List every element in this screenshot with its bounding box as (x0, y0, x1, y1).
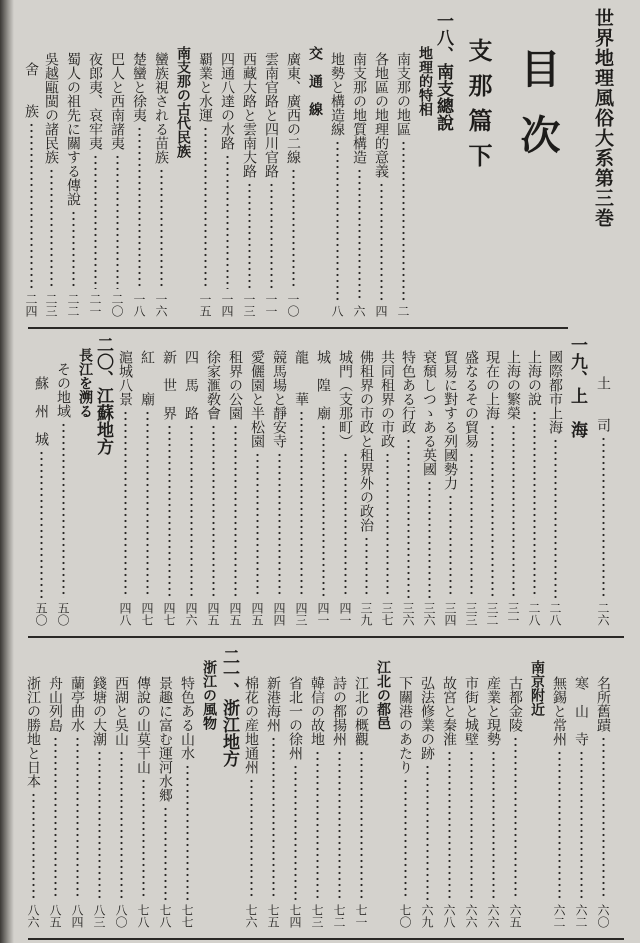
toc-entry[interactable] (242, 52, 256, 317)
toc-entry[interactable] (114, 676, 128, 928)
toc-entry[interactable] (508, 676, 522, 928)
leader-dots (448, 750, 451, 900)
page-number: 八〇 (114, 904, 128, 928)
toc-entry[interactable] (44, 52, 58, 317)
toc-entry[interactable] (154, 52, 168, 317)
entry-label: 覇業と水運 (197, 52, 213, 122)
section-jiangbei-heading: 江北の都邑 (375, 660, 391, 730)
leader-dots (470, 750, 473, 900)
page-number: 六二 (574, 904, 588, 928)
leader-dots (580, 750, 583, 900)
entry-label: 愛儷園と半松園 (249, 350, 265, 448)
leader-dots (336, 140, 339, 301)
leader-dots (270, 182, 273, 289)
toc-entry[interactable] (158, 676, 172, 928)
leader-dots (344, 452, 347, 598)
leader-dots (554, 438, 557, 598)
tier-divider-1 (28, 327, 568, 329)
entry-label: 省北一の徐州 (287, 676, 303, 760)
page-number: 六 (352, 305, 366, 317)
leader-dots (72, 210, 75, 289)
entry-label: 共同租界の市政 (379, 350, 395, 448)
entry-label: 下關港のあたり (397, 676, 413, 774)
volume-title: 支那篇下 (464, 38, 492, 178)
toc-entry[interactable] (26, 676, 40, 928)
leader-dots (316, 750, 319, 900)
toc-entry[interactable] (180, 676, 194, 928)
toc-entry[interactable] (401, 350, 415, 626)
entry-label: 古都金陵 (507, 676, 523, 732)
leader-dots (32, 792, 35, 900)
leader-dots (62, 422, 65, 598)
leader-dots (278, 452, 281, 598)
section-nanjing-heading: 南京附近 (529, 660, 545, 716)
page-number: 七四 (288, 904, 302, 928)
entry-label: 景趣に富む運河水郷 (157, 676, 173, 802)
toc-entry[interactable] (443, 350, 457, 626)
page-number: 七八 (136, 904, 150, 928)
leader-dots (160, 168, 163, 289)
leader-dots (512, 424, 515, 598)
tier-divider-2 (28, 636, 624, 638)
section-transport-heading: 交 通 線 (307, 46, 323, 116)
page-number: 二八 (548, 602, 562, 626)
page-number: 二八 (527, 602, 541, 626)
page-number: 三一 (506, 602, 520, 626)
page-number: 二〇 (110, 293, 124, 317)
leader-dots (449, 494, 452, 598)
page-number: 一四 (220, 293, 234, 317)
page-number: 二二 (66, 293, 80, 317)
entry-label: 舟山列島 (47, 676, 63, 732)
page-number: 六五 (508, 904, 522, 928)
tier-divider-3 (28, 938, 624, 940)
toc-entry[interactable] (118, 350, 132, 626)
toc-entry[interactable] (198, 52, 212, 317)
entry-label: 傳說の山莫干山 (135, 676, 151, 774)
leader-dots (380, 182, 383, 301)
page-number: 三二 (485, 602, 499, 626)
page-number: 三七 (380, 602, 394, 626)
entry-label: 南支那の地質構造 (351, 52, 367, 164)
leader-dots (146, 410, 149, 598)
toc-entry[interactable] (110, 52, 124, 317)
leader-dots (168, 424, 171, 598)
leader-dots (124, 410, 127, 598)
leader-dots (30, 122, 33, 289)
leader-dots (138, 126, 141, 289)
entry-label: 龍 華 (293, 350, 309, 406)
page-number: 四七 (162, 602, 176, 626)
entry-label: 雲南官路と四川官路 (263, 52, 279, 178)
leader-dots (602, 736, 605, 900)
toc-entry[interactable] (288, 676, 302, 928)
entry-label: 衰頹しつゝある英國 (421, 350, 437, 476)
leader-dots (491, 424, 494, 598)
entry-label: 各地區の地理的意義 (373, 52, 389, 178)
toc-entry[interactable] (548, 350, 562, 626)
toc-entry[interactable] (206, 350, 220, 626)
leader-dots (226, 154, 229, 289)
toc-entry[interactable] (574, 676, 588, 928)
toc-entry[interactable] (486, 676, 500, 928)
toc-entry[interactable] (228, 350, 242, 626)
leader-dots (186, 764, 189, 900)
entry-label: 西湖と吳山 (113, 676, 129, 746)
leader-dots (40, 450, 43, 598)
chapter-21-heading: 二一、浙江地方 (219, 648, 239, 767)
page-number: 七七 (180, 904, 194, 928)
leader-dots (292, 168, 295, 289)
page-number: 二三 (44, 293, 58, 317)
page-number: 四三 (294, 602, 308, 626)
entry-label: 土 司 (595, 376, 611, 432)
entry-label: 蠻族視される苗族 (153, 52, 169, 164)
page-number: 四五 (228, 602, 242, 626)
toc-entry[interactable] (24, 62, 38, 317)
entry-label: 佛租界の市政と租界外の政治 (358, 350, 374, 532)
toc-entry[interactable] (330, 52, 344, 317)
leader-dots (116, 154, 119, 289)
toc-entry[interactable] (420, 676, 434, 928)
leader-dots (234, 424, 237, 598)
section-geo-heading: 地理的特相 (417, 46, 433, 116)
entry-label: 新港海州 (265, 676, 281, 732)
page-number: 八六 (26, 904, 40, 928)
entry-label: 夜郎夷、哀牢夷 (87, 52, 103, 150)
page-number: 二四 (24, 293, 38, 317)
toc-entry[interactable] (527, 350, 541, 626)
entry-label: 巴人と西南諸夷 (109, 52, 125, 150)
page-number: 六六 (464, 904, 478, 928)
toc-entry[interactable] (380, 350, 394, 626)
toc-entry[interactable] (316, 350, 330, 626)
toc-entry[interactable] (442, 676, 456, 928)
entry-label: 南支那の地區 (395, 52, 411, 136)
toc-entry[interactable] (88, 52, 102, 317)
toc-entry[interactable] (244, 676, 258, 928)
page-number: 七三 (310, 904, 324, 928)
entry-label: 國際都市上海 (547, 350, 563, 434)
page-number: 四八 (118, 602, 132, 626)
page-gutter-shadow (0, 0, 14, 943)
leader-dots (300, 410, 303, 598)
entry-label: 韓信の故地 (309, 676, 325, 746)
leader-dots (190, 424, 193, 598)
leader-dots (120, 750, 123, 900)
entry-label: 盛なるその貿易 (463, 350, 479, 448)
leader-dots (402, 140, 405, 301)
leader-dots (248, 182, 251, 289)
page-number: 一一 (264, 293, 278, 317)
toc-entry[interactable] (250, 350, 264, 626)
leader-dots (358, 168, 361, 301)
page-number: 八四 (70, 904, 84, 928)
leader-dots (428, 480, 431, 598)
entry-label: 蘭亭曲水 (69, 676, 85, 732)
toc-entry[interactable] (485, 350, 499, 626)
entry-label: 徐家滙敎會 (205, 350, 221, 420)
entry-label: 上海の繁榮 (505, 350, 521, 420)
entry-label: 蜀人の祖先に關する傳說 (65, 52, 81, 206)
page-number: 四六 (184, 602, 198, 626)
leader-dots (492, 750, 495, 900)
toc-entry[interactable] (596, 376, 610, 626)
toc-entry[interactable] (310, 676, 324, 928)
toc-entry[interactable] (220, 52, 234, 317)
entry-label: 城 隍 廟 (315, 350, 331, 420)
leader-dots (142, 778, 145, 900)
page-number: 四一 (316, 602, 330, 626)
entry-label: 四 馬 路 (183, 350, 199, 420)
page-number: 三六 (422, 602, 436, 626)
entry-label: 蘇 州 城 (33, 376, 49, 446)
toc-entry[interactable] (140, 350, 154, 626)
toc-entry[interactable] (374, 52, 388, 317)
page-number: 一三 (242, 293, 256, 317)
entry-label: 現在の上海 (484, 350, 500, 420)
leader-dots (426, 764, 429, 900)
toc-entry[interactable] (398, 676, 412, 928)
leader-dots (533, 410, 536, 598)
leader-dots (164, 806, 167, 900)
leader-dots (76, 736, 79, 900)
section-zhejiang-heading: 浙江の風物 (201, 660, 217, 730)
toc-entry[interactable] (286, 52, 300, 317)
toc-entry[interactable] (184, 350, 198, 626)
page-number: 八 (330, 305, 344, 317)
toc-entry[interactable] (264, 52, 278, 317)
page-number: 四七 (140, 602, 154, 626)
toc-entry[interactable] (552, 676, 566, 928)
toc-entry[interactable] (66, 52, 80, 317)
section-ancient-heading: 南支那の古代民族 (175, 46, 191, 158)
page-number: 七八 (158, 904, 172, 928)
toc-entry[interactable] (396, 52, 410, 317)
entry-label: その地域 (55, 362, 71, 418)
page-number: 五〇 (56, 602, 70, 626)
toc-entry[interactable] (34, 376, 48, 626)
page-number: 四 (374, 305, 388, 317)
leader-dots (98, 750, 101, 900)
page-number: 三六 (401, 602, 415, 626)
entry-label: 錢塘の大潮 (91, 676, 107, 746)
toc-entry[interactable] (272, 350, 286, 626)
entry-label: 産業と現勢 (485, 676, 501, 746)
page-number: 二一 (88, 293, 102, 317)
entry-label: 舍 族 (23, 62, 39, 118)
toc-entry[interactable] (422, 350, 436, 626)
leader-dots (94, 154, 97, 289)
page-number: 六六 (486, 904, 500, 928)
leader-dots (54, 736, 57, 900)
toc-entry[interactable] (506, 350, 520, 626)
leader-dots (294, 764, 297, 900)
toc-entry[interactable] (136, 676, 150, 928)
entry-label: 上海の說 (526, 350, 542, 406)
toc-entry[interactable] (70, 676, 84, 928)
page-number: 七一 (354, 904, 368, 928)
entry-label: 棉花の産地通州 (243, 676, 259, 774)
page-number: 五〇 (34, 602, 48, 626)
entry-label: 寒 山 寺 (573, 676, 589, 746)
entry-label: 故宮と秦淮 (441, 676, 457, 746)
page-number: 三九 (359, 602, 373, 626)
leader-dots (365, 536, 368, 598)
toc-entry[interactable] (92, 676, 106, 928)
page-number: 八三 (92, 904, 106, 928)
leader-dots (404, 778, 407, 900)
page-number: 六〇 (596, 904, 610, 928)
series-title: 世界地理風俗大系第三巻 (592, 8, 614, 228)
leader-dots (470, 452, 473, 598)
toc-entry[interactable] (596, 676, 610, 928)
entry-label: 貿易に對する列國勢力 (442, 350, 458, 490)
entry-label: 城門（支那町） (337, 350, 353, 448)
page-number: 一〇 (286, 293, 300, 317)
entry-label: 浙江の勝地と日本 (25, 676, 41, 788)
leader-dots (602, 436, 605, 598)
leader-dots (272, 736, 275, 900)
leader-dots (514, 736, 517, 900)
page-number: 八五 (48, 904, 62, 928)
toc-entry[interactable] (266, 676, 280, 928)
page-number: 六九 (420, 904, 434, 928)
entry-label: 吳越甌閩の諸民族 (43, 52, 59, 164)
toc-entry[interactable] (464, 676, 478, 928)
entry-label: 地勢と構造線 (329, 52, 345, 136)
chapter-20-heading: 二〇、江蘇地方 (93, 336, 113, 455)
leader-dots (360, 750, 363, 900)
page-number: 六八 (442, 904, 456, 928)
entry-label: 名所舊蹟 (595, 676, 611, 732)
entry-label: 滬城八景 (117, 350, 133, 406)
page-number: 七〇 (398, 904, 412, 928)
chapter-19-heading: 一九、上 海 (567, 336, 587, 438)
page-number: 四五 (206, 602, 220, 626)
entry-label: 江北の概觀 (353, 676, 369, 746)
entry-label: 無錫と常州 (551, 676, 567, 746)
leader-dots (212, 424, 215, 598)
leader-dots (407, 438, 410, 598)
entry-label: 紅 廟 (139, 350, 155, 406)
entry-label: 特色ある山水 (179, 676, 195, 760)
toc-entry[interactable] (338, 350, 352, 626)
entry-label: 特色ある行政 (400, 350, 416, 434)
entry-label: 市街と城壁 (463, 676, 479, 746)
leader-dots (558, 750, 561, 900)
toc-entry[interactable] (162, 350, 176, 626)
entry-label: 楚蠻と徐夷 (131, 52, 147, 122)
page-title: 目次 (514, 48, 560, 180)
entry-label: 四通八達の水路 (219, 52, 235, 150)
leader-dots (256, 452, 259, 598)
chapter-18-heading: 一八、南支總說 (433, 12, 453, 131)
page-number: 三三 (464, 602, 478, 626)
leader-dots (250, 778, 253, 900)
toc-entry[interactable] (359, 350, 373, 626)
entry-label: 弘法修業の跡 (419, 676, 435, 760)
toc-entry[interactable] (354, 676, 368, 928)
toc-entry[interactable] (48, 676, 62, 928)
page-number: 六二 (552, 904, 566, 928)
section-yangtze-heading: 長江を溯る (77, 348, 93, 418)
page-number: 二六 (596, 602, 610, 626)
leader-dots (204, 126, 207, 289)
page-number: 三四 (443, 602, 457, 626)
page-number: 一八 (132, 293, 146, 317)
toc-entry[interactable] (56, 362, 70, 626)
page-number: 四四 (272, 602, 286, 626)
toc-entry[interactable] (464, 350, 478, 626)
page-number: 七五 (266, 904, 280, 928)
leader-dots (338, 750, 341, 900)
leader-dots (50, 168, 53, 289)
entry-label: 租界の公園 (227, 350, 243, 420)
toc-entry[interactable] (352, 52, 366, 317)
entry-label: 廣東、廣西の二線 (285, 52, 301, 164)
page-number: 七二 (332, 904, 346, 928)
entry-label: 新 世 界 (161, 350, 177, 420)
entry-label: 西藏大路と雲南大路 (241, 52, 257, 178)
leader-dots (322, 424, 325, 598)
toc-entry[interactable] (332, 676, 346, 928)
page-number: 四一 (338, 602, 352, 626)
page-number: 一五 (198, 293, 212, 317)
toc-entry[interactable] (294, 350, 308, 626)
page-number: 二 (396, 305, 410, 317)
page-number: 七六 (244, 904, 258, 928)
page-number: 四五 (250, 602, 264, 626)
entry-label: 競馬場と靜安寺 (271, 350, 287, 448)
page-number: 一六 (154, 293, 168, 317)
leader-dots (386, 452, 389, 598)
entry-label: 詩の都揚州 (331, 676, 347, 746)
toc-entry[interactable] (132, 52, 146, 317)
